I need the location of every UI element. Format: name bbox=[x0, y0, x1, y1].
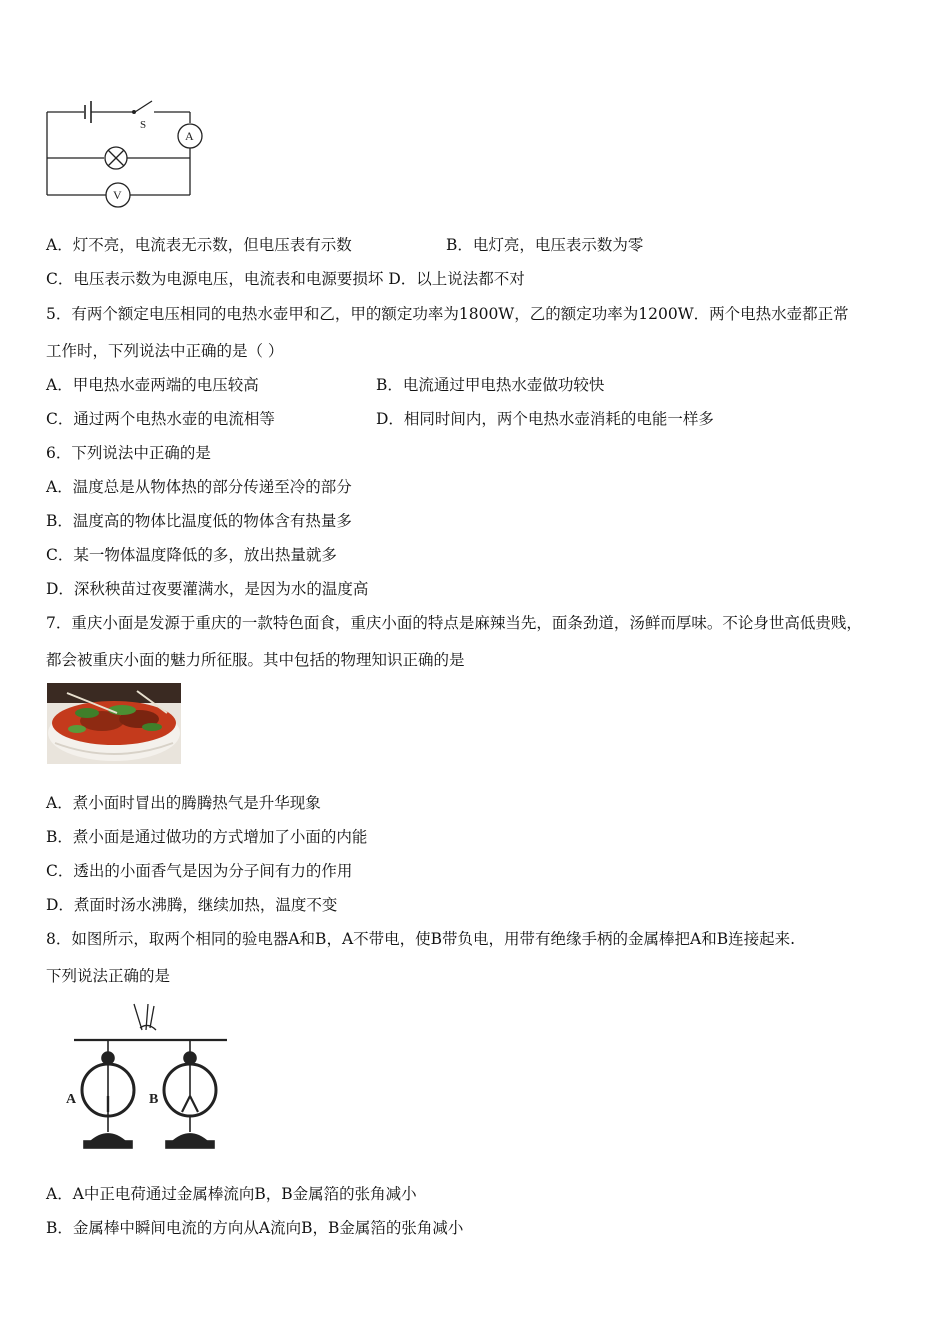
q4-option-d-text: D．以上说法都不对 bbox=[388, 270, 525, 288]
q4-option-b: B．电灯亮，电压表示数为零 bbox=[446, 236, 644, 254]
q7-option-d: D．煮面时汤水沸腾，继续加热，温度不变 bbox=[46, 896, 338, 914]
q4-option-a: A．灯不亮，电流表无示数，但电压表有示数 bbox=[46, 236, 352, 254]
q8-stem-line2: 下列说法正确的是 bbox=[46, 967, 171, 985]
q6-stem: 6．下列说法中正确的是 bbox=[46, 444, 211, 462]
q8-stem-line1: 8．如图所示，取两个相同的验电器A和B，A不带电，使B带负电，用带有绝缘手柄的金属棒把A和B连接起来. bbox=[46, 930, 796, 948]
electroscope-diagram bbox=[62, 1000, 237, 1166]
noodle-bowl-photo bbox=[47, 683, 181, 768]
q6-option-d: D．深秋秧苗过夜要灌满水，是因为水的温度高 bbox=[46, 580, 369, 598]
q4-option-c-text: C．电压表示数为电源电压，电流表和电源要损坏 bbox=[46, 270, 384, 288]
q7-option-c: C．透出的小面香气是因为分子间有力的作用 bbox=[46, 862, 353, 880]
q7-option-b: B．煮小面是通过做功的方式增加了小面的内能 bbox=[46, 828, 368, 846]
q6-option-b: B．温度高的物体比温度低的物体含有热量多 bbox=[46, 512, 352, 530]
q5-option-a: A．甲电热水壶两端的电压较高 bbox=[46, 376, 259, 394]
q6-option-c: C．某一物体温度降低的多，放出热量就多 bbox=[46, 546, 337, 564]
q5-option-c: C．通过两个电热水壶的电流相等 bbox=[46, 410, 275, 428]
q8-option-b: B．金属棒中瞬间电流的方向从A流向B，B金属箔的张角减小 bbox=[46, 1219, 464, 1237]
circuit-diagram bbox=[40, 92, 210, 221]
q5-stem-line2: 工作时，下列说法中正确的是（ ） bbox=[46, 342, 284, 360]
voltmeter-label: V bbox=[113, 188, 122, 202]
q6-option-a: A．温度总是从物体热的部分传递至冷的部分 bbox=[46, 478, 352, 496]
q8-option-a: A．A中正电荷通过金属棒流向B，B金属箔的张角减小 bbox=[46, 1185, 417, 1203]
electroscope-a-label: A bbox=[66, 1092, 77, 1107]
q5-option-b: B．电流通过甲电热水壶做功较快 bbox=[376, 376, 605, 394]
q7-option-a: A．煮小面时冒出的腾腾热气是升华现象 bbox=[46, 794, 321, 812]
ammeter-label: A bbox=[185, 129, 194, 143]
q7-stem-line2: 都会被重庆小面的魅力所征服。其中包括的物理知识正确的是 bbox=[46, 651, 465, 669]
switch-label: S bbox=[140, 119, 147, 131]
q7-stem-line1: 7．重庆小面是发源于重庆的一款特色面食，重庆小面的特点是麻辣当先，面条劲道，汤鲜而厚味。不论身世高低贵贱， bbox=[46, 614, 862, 632]
q4-option-c bbox=[46, 269, 525, 289]
q5-option-d: D．相同时间内，两个电热水壶消耗的电能一样多 bbox=[376, 410, 714, 428]
electroscope-b-label: B bbox=[149, 1092, 159, 1107]
q5-stem-line1: 5．有两个额定电压相同的电热水壶甲和乙，甲的额定功率为1800W，乙的额定功率为1200W．两个电热水壶都正常 bbox=[46, 305, 849, 323]
